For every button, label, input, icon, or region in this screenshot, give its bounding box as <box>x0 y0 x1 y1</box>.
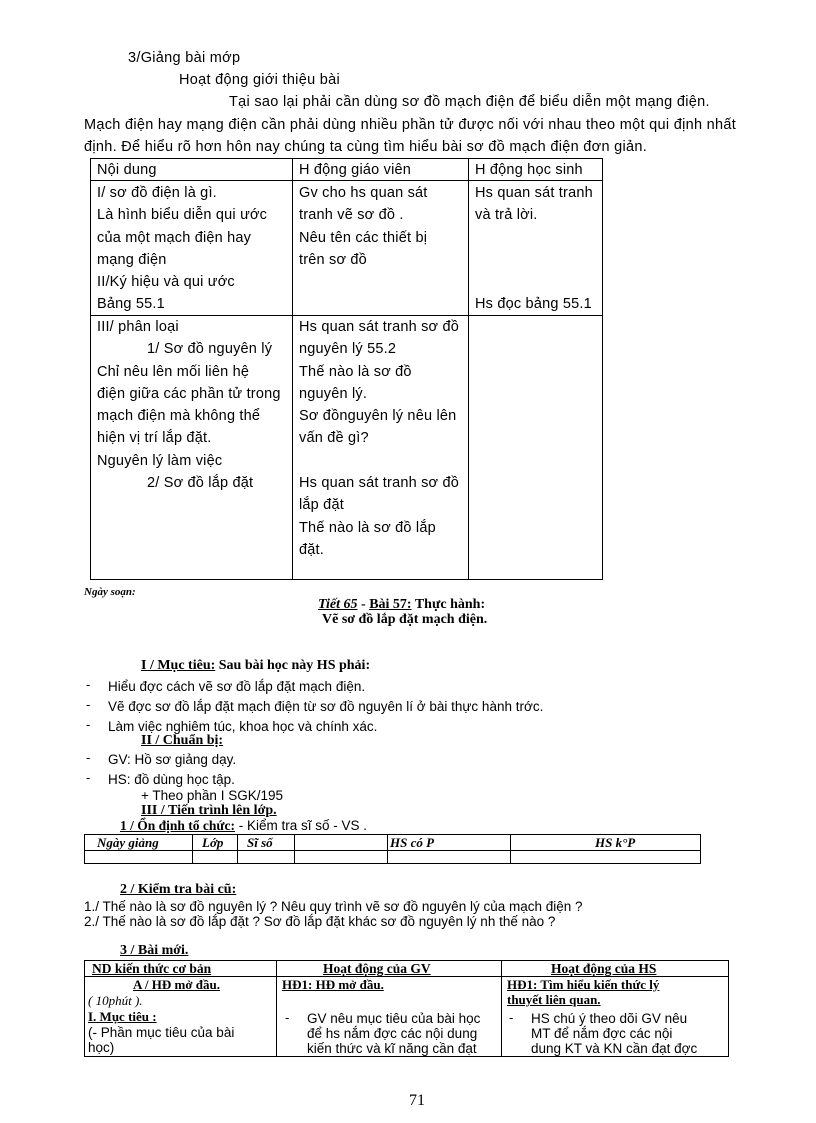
activity-table: ND kiến thức cơ bản Hoạt động của GV Hoạt động của HS A / HĐ mở đầu. ( 10phút ). I. Mục tiêu : (- Phần mục tiêu của bài học) HĐ1: HĐ mở đầu. - GV nêu mục tiêu của bài học để hs nắm đợc các nội dung kiến thức và kĩ năng cần đạt HĐ1: Tìm hiểu kiến thức lý thuyết liên quan. - HS chú ý theo dõi GV nêu MT để nắm đợc các nội dung KT và KN cần đạt đợc <box>84 960 729 1057</box>
header-gv: Hoạt động của GV <box>323 961 431 976</box>
date-label: Ngày soạn: <box>84 586 136 598</box>
objective-item: Vẽ đợc sơ đồ lắp đặt mạch điện từ sơ đồ nguyên lí ở bài thực hành trớc. <box>108 699 544 714</box>
hs-activity-text: HS chú ý theo dõi GV nêu MT để nắm đợc các nội dung KT và KN cần đạt đợc <box>531 1011 698 1056</box>
time: ( 10phút ). <box>88 993 143 1008</box>
page-number: 71 <box>409 1092 425 1109</box>
gv-activity-text: GV nêu mục tiêu của bài học để hs nắm đợc các nội dung kiến thức và kĩ năng cần đạt <box>307 1011 481 1056</box>
intro-line-3: định. Để hiểu rõ hơn hôn nay chúng ta cùng tìm hiểu bài sơ đồ mạch điện đơn giản. <box>84 139 648 155</box>
row1-content: I/ sơ đồ điện là gì. Là hình biểu diễn qui ước của một mạch điện hay mạng điện II/Ký hiệu và qui ước Bảng 55.1 <box>97 185 268 313</box>
attendance-table <box>84 834 701 864</box>
prep-item: HS: đồ dùng học tập. <box>108 772 235 787</box>
step1: 1 / Ổn định tổ chức: - Kiểm tra sĩ số - VS . <box>120 818 368 833</box>
hd-mo-dau: A / HĐ mở đầu. <box>133 977 221 992</box>
col-unexcused: HS k°P <box>595 835 636 850</box>
row1-student: Hs quan sát tranh và trả lời. <box>475 185 593 224</box>
prep-heading: II / Chuẩn bị: <box>141 733 224 748</box>
objectives-heading: I / Mục tiêu: Sau bài học này HS phải: <box>141 658 371 673</box>
objective-item: Làm việc nghiêm túc, khoa học và chính xác. <box>108 719 378 734</box>
prep-item: GV: Hồ sơ giảng dạy. <box>108 752 237 767</box>
lesson-plan-table <box>90 158 603 580</box>
objective-item: Hiểu đợc cách vẽ sơ đồ lắp đặt mạch điện. <box>108 679 366 694</box>
muc-tieu: I. Mục tiêu : <box>88 1009 157 1024</box>
review-q2: 2./ Thế nào là sơ đồ lắp đặt ? Sơ đồ lắp đặt khác sơ đồ nguyên lý nh thế nào ? <box>84 914 556 929</box>
gv-activity-title: HĐ1: HĐ mở đầu. <box>282 977 384 992</box>
prep-extra: + Theo phần I SGK/195 <box>141 788 283 803</box>
intro-line-1: Tại sao lại phải cần dùng sơ đồ mạch điện để biểu diễn một mạng điện. <box>229 94 710 110</box>
col-class: Lớp <box>202 835 224 850</box>
row2-content: III/ phân loại 1/ Sơ đồ nguyên lý Chỉ nêu lên mối liên hệ điện giữa các phần tử trong mạch điện mà không thể hiện vị trí lắp đặt. Nguyên lý làm việc 2/ Sơ đồ lắp đặt <box>97 319 281 492</box>
col-excused: HS có P <box>390 835 435 850</box>
section-heading: 3/Giảng bài mớp <box>128 50 241 66</box>
process-heading: III / Tiến trình lên lớp. <box>141 803 277 818</box>
lesson-subtitle: Vẽ sơ đồ lắp đặt mạch điện. <box>322 612 488 627</box>
activity-heading: Hoạt động giới thiệu bài <box>179 72 341 88</box>
header-knowledge: ND kiến thức cơ bản <box>92 961 212 976</box>
row1-teacher: Gv cho hs quan sát tranh vẽ sơ đồ . Nêu tên các thiết bị trên sơ đồ <box>299 185 428 268</box>
header-teacher: H động giáo viên <box>299 162 412 178</box>
review-q1: 1./ Thế nào là sơ đồ nguyên lý ? Nêu quy trình vẽ sơ đồ nguyên lý của mạch điện ? <box>84 899 583 914</box>
muc-tieu-text: (- Phần mục tiêu của bài học) <box>88 1025 235 1055</box>
header-content: Nội dung <box>97 162 157 178</box>
col-date: Ngày giảng <box>97 835 159 850</box>
row1-student-b: Hs đọc bảng 55.1 <box>475 296 592 312</box>
lesson-title: Tiết 65 - Bài 57: Thực hành: <box>318 597 486 612</box>
row2-teacher: Hs quan sát tranh sơ đồ nguyên lý 55.2 Thế nào là sơ đồ nguyên lý. Sơ đồnguyên lý nêu lên vấn đề gì? Hs quan sát tranh sơ đồ lắp đặt Thế nào là sơ đồ lắp đặt. <box>299 319 460 558</box>
review-heading: 2 / Kiểm tra bài cũ: <box>120 882 237 897</box>
intro-line-2: Mạch điện hay mạng điện cần phải dùng nhiều phần tử được nối với nhau theo một qui định nhất <box>84 117 737 133</box>
col-count: Sĩ số <box>247 835 273 850</box>
newlesson-heading: 3 / Bài mới. <box>120 943 189 958</box>
header-hs: Hoạt động của HS <box>551 961 657 976</box>
header-student: H động học sinh <box>475 162 583 178</box>
hs-activity-title: HĐ1: Tìm hiểu kiến thức lý thuyết liên quan. <box>507 977 660 1007</box>
